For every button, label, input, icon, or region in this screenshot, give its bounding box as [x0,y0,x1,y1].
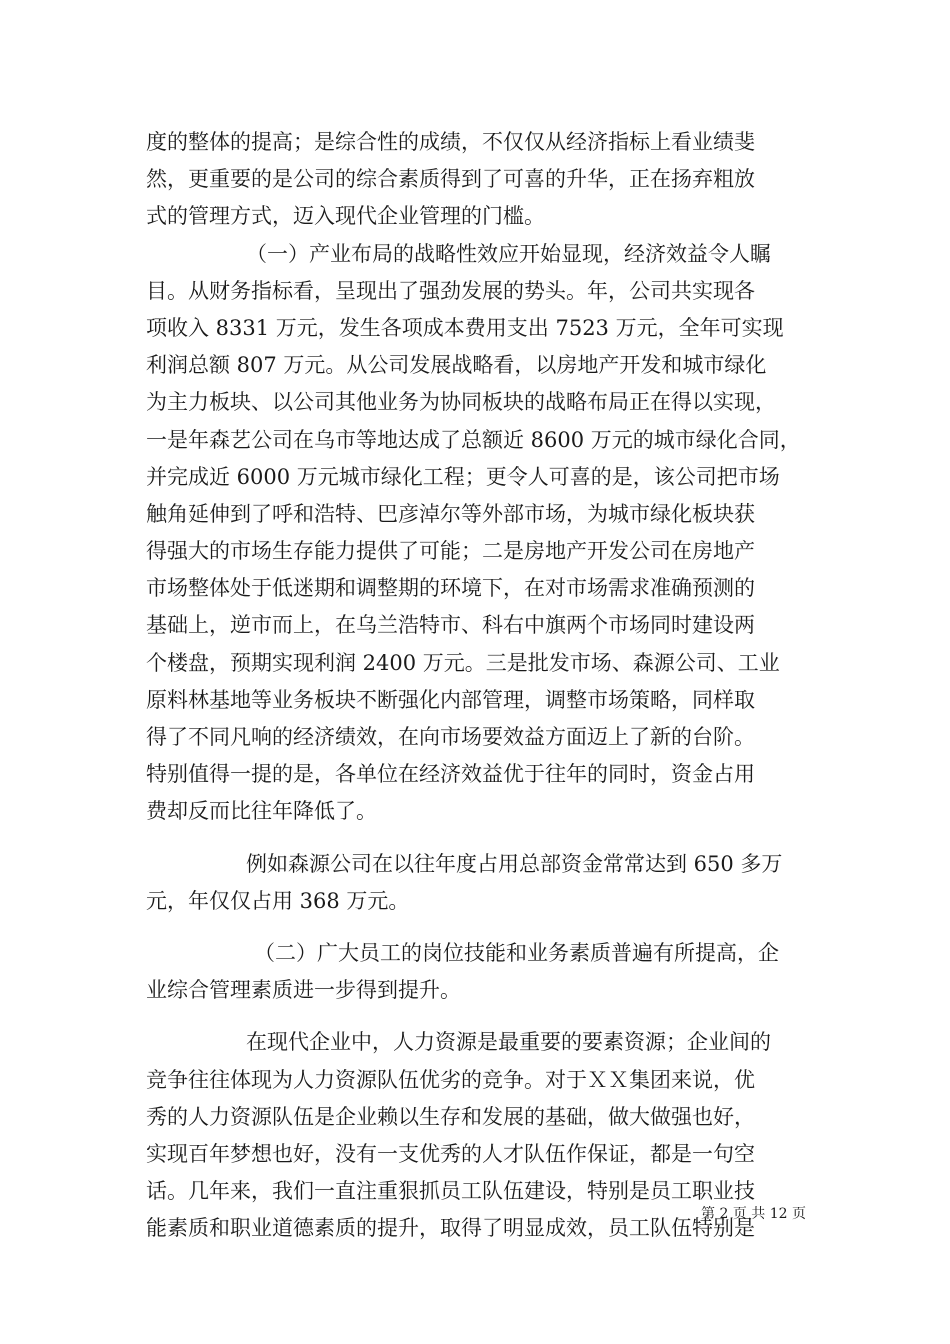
paragraph-gap [146,831,806,846]
text-line: 例如森源公司在以往年度占用总部资金常常达到 650 多万 [246,851,783,876]
text-line: 在现代企业中，人力资源是最重要的要素资源；企业间的 [246,1030,771,1055]
text-line: 能素质和职业道德素质的提升，取得了明显成效，员工队伍特别是 [146,1216,755,1241]
text-line: 特别值得一提的是，各单位在经济效益优于往年的同时，资金占用 [146,762,755,787]
text-line: 市场整体处于低迷期和调整期的环境下，在对市场需求准确预测的 [146,576,755,601]
text-line: 度的整体的提高；是综合性的成绩，不仅仅从经济指标上看业绩斐 [146,130,755,154]
page-number-footer: 第 2 页 共 12 页 [701,1206,806,1222]
paragraph-gap [146,920,806,935]
document-body [146,124,806,1247]
text-line: 项收入 8331 万元，发生各项成本费用支出 7523 万元，全年可实现 [146,315,784,340]
text-line: 一是年森艺公司在乌市等地达成了总额近 8600 万元的城市绿化合同， [146,427,801,452]
text-line: 然，更重要的是公司的综合素质得到了可喜的升华，正在扬弃粗放 [146,167,755,192]
text-line: 竞争往往体现为人力资源队伍优劣的竞争。对于ＸＸ集团来说，优 [146,1067,755,1092]
section-heading-line: （二）广大员工的岗位技能和业务素质普遍有所提高，企 [254,940,779,965]
text-line: 得强大的市场生存能力提供了可能；二是房地产开发公司在房地产 [146,539,755,564]
text-line: 元，年仅仅占用 368 万元。 [146,888,410,913]
text-line: 基础上，逆市而上，在乌兰浩特市、科右中旗两个市场同时建设两 [146,613,755,638]
text-line: 个楼盘，预期实现利润 2400 万元。三是批发市场、森源公司、工业 [146,650,780,675]
paragraph-gap [146,1009,806,1024]
text-line: 利润总额 807 万元。从公司发展战略看，以房地产开发和城市绿化 [146,353,767,378]
section-heading-line: （一）产业布局的战略性效应开始显现，经济效益令人瞩 [246,241,771,266]
text-line: 费却反而比往年降低了。 [146,799,377,824]
text-line: 实现百年梦想也好，没有一支优秀的人才队伍作保证，都是一句空 [146,1141,755,1166]
text-line: 秀的人力资源队伍是企业赖以生存和发展的基础，做大做强也好， [146,1104,755,1129]
text-line: 为主力板块、以公司其他业务为协同板块的战略布局正在得以实现， [146,390,776,415]
text-line: 业综合管理素质进一步得到提升。 [146,978,461,1003]
text-line: 得了不同凡响的经济绩效，在向市场要效益方面迈上了新的台阶。 [146,725,755,749]
text-line: 式的管理方式，迈入现代企业管理的门槛。 [146,204,545,229]
text-line: 原料林基地等业务板块不断强化内部管理，调整市场策略，同样取 [146,687,755,712]
text-line: 触角延伸到了呼和浩特、巴彦淖尔等外部市场，为城市绿化板块获 [146,501,755,526]
text-line: 话。几年来，我们一直注重狠抓员工队伍建设，特别是员工职业技 [146,1179,755,1204]
text-line: 并完成近 6000 万元城市绿化工程；更令人可喜的是，该公司把市场 [146,464,780,489]
text-line: 目。从财务指标看，呈现出了强劲发展的势头。年，公司共实现各 [146,278,755,303]
